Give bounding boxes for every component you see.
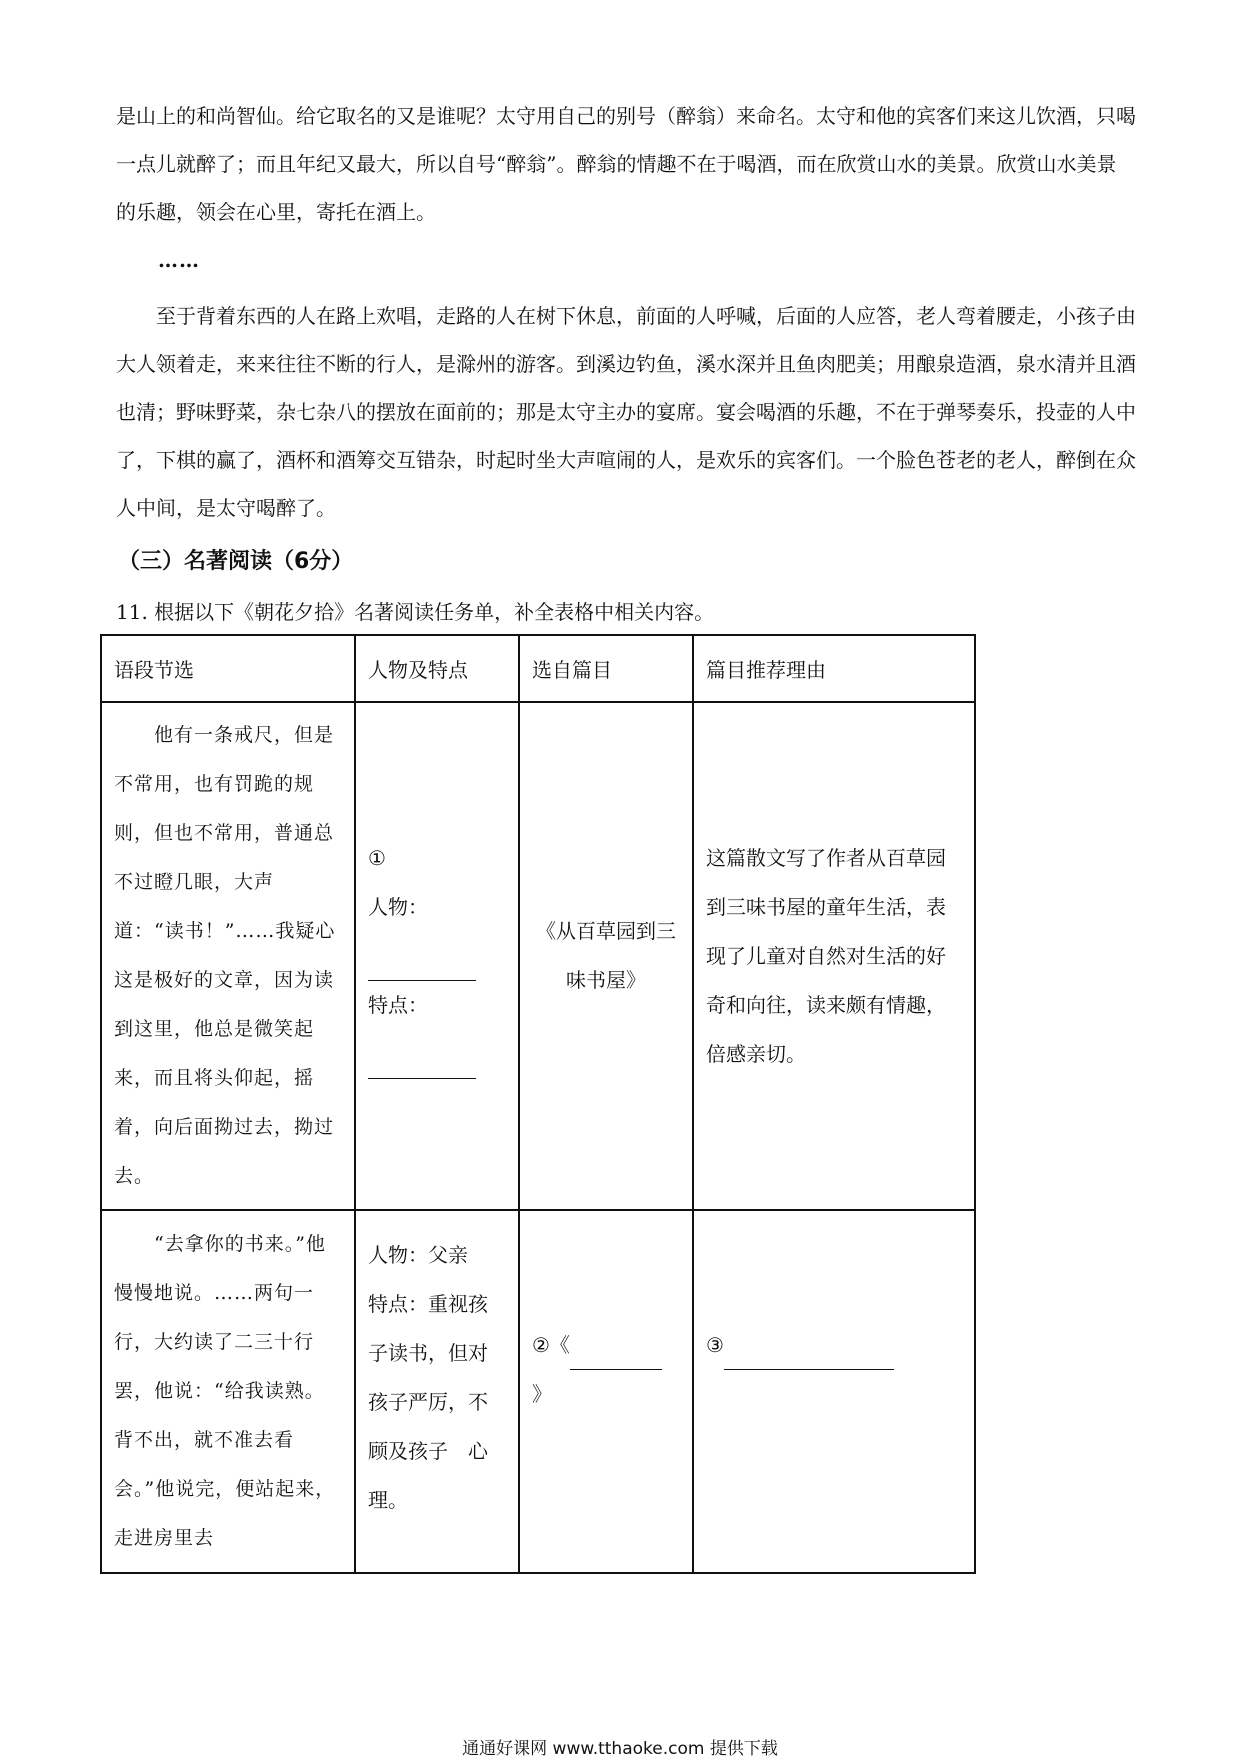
question-11: 11. 根据以下《朝花夕拾》名著阅读任务单，补全表格中相关内容。	[116, 600, 715, 624]
row2-person-cell	[355, 1210, 519, 1573]
row2-chapter-close: 》	[532, 1382, 552, 1406]
row2-reason-blank[interactable]	[724, 1345, 894, 1370]
row2-person: 人物：父亲	[368, 1243, 468, 1267]
row1-trait-label: 特点：	[368, 992, 428, 1017]
row1-marker: ①	[368, 845, 386, 870]
row2-excerpt	[101, 1210, 355, 1573]
table-row	[101, 1210, 975, 1573]
table-row	[101, 702, 975, 1210]
paragraph-1: 是山上的和尚智仙。给它取名的又是谁呢？太守用自己的别号（醉翁）来命名。太守和他的宾客们来这儿饮酒，只喝一点儿就醉了；而且年纪又最大，所以自号“醉翁”。醉翁的情趣不在于喝酒，而在欣赏山水的美景。欣赏山水美景的乐趣，领会在心里，寄托在酒上。	[116, 104, 1136, 224]
row1-reason-cell	[693, 702, 975, 1210]
paragraph-2: 至于背着东西的人在路上欢唱，走路的人在树下休息，前面的人呼喊，后面的人应答，老人弯着腰走，小孩子由大人领着走，来来往往不断的行人，是滁州的游客。到溪边钓鱼，溪水深并且鱼肉肥美；用酿泉造酒，泉水清并且酒也清；野味野菜，杂七杂八的摆放在面前的；那是太守主办的宴席。宴会喝酒的乐趣，不在于弹琴奏乐，投壶的人中了，下棋的赢了，酒杯和酒筹交互错杂，时起时坐大声喧闹的人，是欢乐的宾客们。一个脸色苍老的老人，醉倒在众人中间，是太守喝醉了。	[116, 304, 1136, 520]
row2-reason-marker: ③	[706, 1333, 724, 1357]
header-chapter: 选自篇目	[519, 635, 693, 702]
row1-excerpt	[101, 702, 355, 1210]
row1-person-cell	[355, 702, 519, 1210]
row2-trait: 特点：重视孩子读书，但对孩子严厉，不顾及孩子 心理。	[368, 1292, 488, 1512]
section-title: （三）名著阅读（6分）	[118, 549, 354, 574]
row1-chapter: 《从百草园到三味书屋》	[536, 919, 676, 992]
table-header-row	[101, 635, 975, 702]
header-person: 人物及特点	[355, 635, 519, 702]
row1-person-label: 人物：	[368, 894, 428, 919]
row2-excerpt-text: “去拿你的书来。”他慢慢地说。……两句一行，大约读了二三十行罢，他说：“给我读熟。背不出，就不准去看会。”他说完，便站起来，走进房里去	[114, 1233, 336, 1549]
ellipsis: ……	[158, 248, 200, 272]
row2-chapter-open: ②《	[532, 1333, 570, 1357]
row1-excerpt-text: 他有一条戒尺，但是不常用，也有罚跪的规则，但也不常用，普通总不过瞪几眼，大声道：“读书！”……我疑心这是极好的文章，因为读到这里，他总是微笑起来，而且将头仰起，摇着，向后面拗过去，拗过去。	[114, 724, 336, 1187]
row2-reason-cell	[693, 1210, 975, 1573]
row1-chapter-cell	[519, 702, 693, 1210]
row1-trait-blank[interactable]	[368, 1048, 476, 1079]
header-reason: 篇目推荐理由	[693, 635, 975, 702]
row1-person-blank[interactable]	[368, 950, 476, 981]
header-excerpt: 语段节选	[101, 635, 355, 702]
reading-task-table	[100, 634, 976, 1574]
row2-chapter-cell	[519, 1210, 693, 1573]
row2-chapter-blank[interactable]	[570, 1345, 662, 1370]
footer-credit: 通通好课网 www.tthaoke.com 提供下载	[462, 1739, 778, 1759]
row1-reason: 这篇散文写了作者从百草园到三味书屋的童年生活，表现了儿童对自然对生活的好奇和向往，读来颇有情趣，倍感亲切。	[706, 845, 946, 1066]
